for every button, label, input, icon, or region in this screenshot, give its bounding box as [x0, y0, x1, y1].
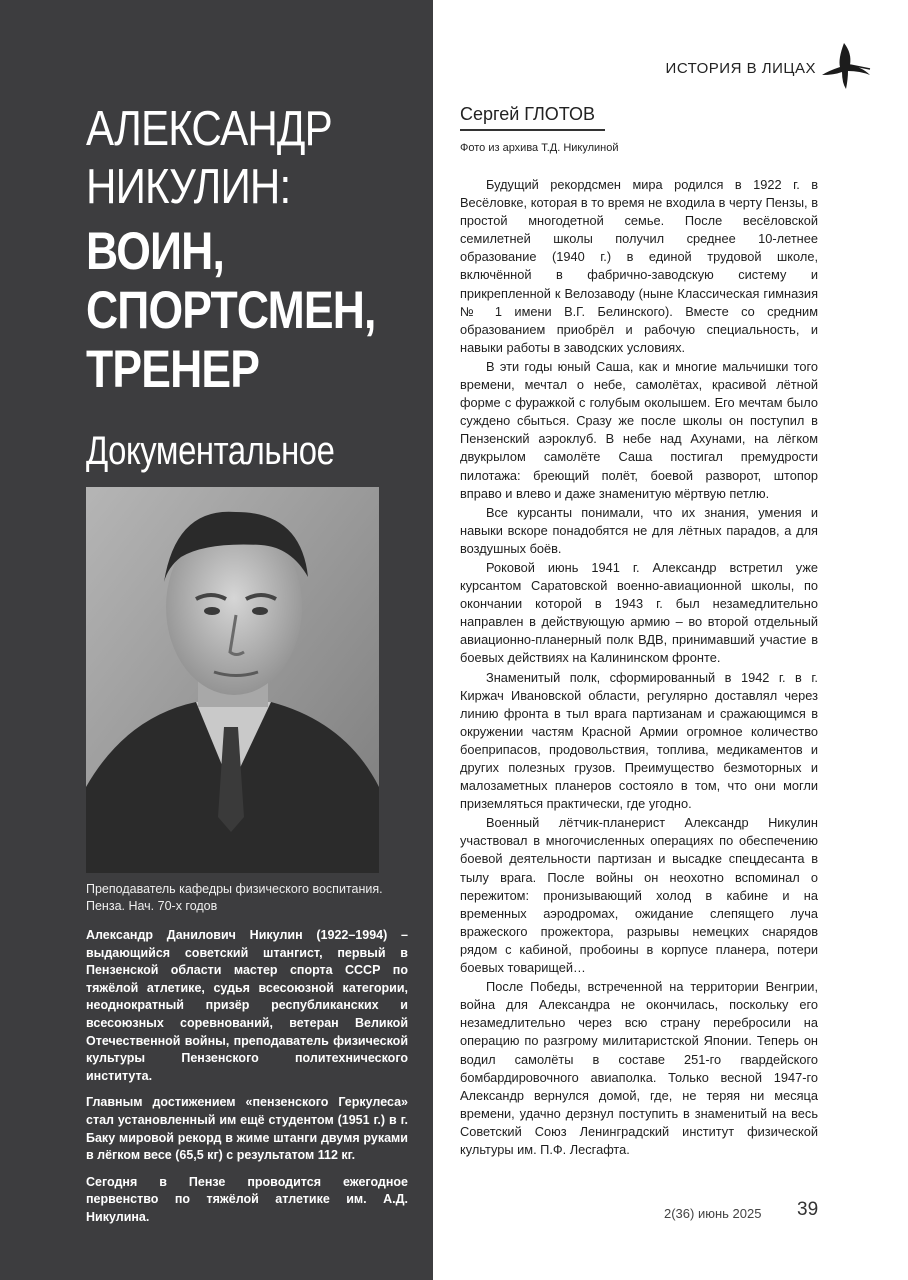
- title-bold-line-3: ТРЕНЕР: [86, 340, 260, 399]
- page-number: 39: [797, 1199, 819, 1220]
- portrait-photo: [86, 487, 379, 873]
- subtitle: Документальное: [86, 429, 335, 473]
- title-bold-line-1: ВОИН,: [86, 222, 224, 281]
- swallow-icon: [820, 41, 872, 96]
- body-paragraph: Роковой июнь 1941 г. Александр встретил уже курсантом Саратовской военно-авиационной школы, по окончании которой в 1943 г. был незамедлительно направлен в действующую армию – во второй отдельный авиационно-планерный полк ВДВ, принимавший участие в боевых действиях на Калининском фронте.: [460, 559, 818, 666]
- body-paragraph: Все курсанты понимали, что их знания, умения и навыки вскоре понадобятся не для лётных парадов, а для воздушных боёв.: [460, 504, 818, 556]
- caption-line-2: Пенза. Нач. 70-х годов: [86, 899, 218, 913]
- body-paragraph: В эти годы юный Саша, как и многие мальчишки того времени, мечтал о небе, самолётах, красивой лётной форме с фуражкой с голубым околышем. Его мечтам было суждено сбыться. Сразу же после школы он поступил в Пензенский аэроклуб. В небе над Ахунами, на лёгком двукрылом самолёте Саша постигал премудрости пилотажа: бреющий полёт, боевой разворот, штопор вправо и влево и даже знаменитую мёртвую петлю.: [460, 358, 818, 501]
- intro-paragraph: Главным достижением «пензенского Геркулеса» стал установленный им ещё студентом (1951 г.) в г. Баку мировой рекорд в жиме штанги двумя руками в лёгком весе (65,5 кг) с результатом 112 кг.: [86, 1095, 408, 1163]
- issue-label: 2(36) июнь 2025: [664, 1206, 762, 1221]
- title-line-2: НИКУЛИН:: [86, 160, 291, 214]
- title-bold: [86, 222, 405, 399]
- body-paragraph: После Победы, встреченной на территории Венгрии, война для Александра не окончилась, поскольку его незамедлительно через всю страну перебросили на операцию по разгрому милитаристской Японии. Теперь он водил самолёты в составе 251-го гвардейского бомбардировочного авиаполка. Только весной 1947-го Александр вернулся домой, где, не теряя ни месяца времени, удачно дерзнул поступить в знаменитый на весь Советский Союз Ленинградский институт физической культуры им. П.Ф. Лесгафта.: [460, 979, 818, 1157]
- photo-caption: [86, 881, 416, 915]
- author-name: Сергей ГЛОТОВ: [460, 104, 605, 131]
- left-panel: [0, 0, 433, 1280]
- intro-text: [86, 927, 408, 1236]
- caption-line-1: Преподаватель кафедры физического воспитания.: [86, 882, 383, 896]
- title-bold-line-2: СПОРТСМЕН,: [86, 281, 376, 340]
- section-header: [666, 40, 872, 96]
- body-paragraph: Знаменитый полк, сформированный в 1942 г. в г. Киржач Ивановской области, регулярно доставлял через линию фронта в тыл врага партизанам и сражающимся в окружении частям Красной Армии огромное количество боеприпасов, продовольствия, топлива, медикаментов и других полезных грузов. Преимущество безмоторных и малозаметных планеров состояло в том, что они могли приземляться практически, где угодно.: [460, 669, 818, 812]
- title-name: [86, 100, 378, 216]
- title-line-1: АЛЕКСАНДР: [86, 102, 332, 156]
- body-paragraph: Военный лётчик-планерист Александр Никулин участвовал в многочисленных операциях по обеспечению боевой деятельности партизан и высадке спецдесанта в тылу врага. После войны он неохотно вспоминал о пережитом: пронизывающий холод в кабине и на временных аэродромах, ожидание слепящего луча вражеского прожектора, разрывы немецких снарядов рядом с кабиной, пробоины в корпусе планера, потери боевых товарищей…: [460, 815, 818, 976]
- section-label: ИСТОРИЯ В ЛИЦАХ: [665, 59, 816, 77]
- intro-paragraph: Александр Данилович Никулин (1922–1994) – выдающийся советский штангист, первый в Пензенской области мастер спорта СССР по тяжёлой атлетике, судья всесоюзной категории, неоднократный призёр республиканских и всесоюзных соревнований, ветеран Великой Отечественной войны, преподаватель физической культуры Пензенского политехнического института.: [86, 928, 408, 1083]
- article-body: [460, 176, 818, 1160]
- body-paragraph: Будущий рекордсмен мира родился в 1922 г. в Весёловке, которая в то время не входила в черту Пензы, в простой многодетной семье. После весёловской семилетней школы получил среднее 10-летнее образование (1940 г.) в единой трудовой школе, включённой в фабрично-заводскую систему и прикрепленной к Велозаводу (ныне Классическая гимназия № 1 имени В.Г. Белинского). Вместе со средним образованием приобрёл и рабочую специальность, и навыки работы в заводских условиях.: [460, 177, 818, 355]
- intro-paragraph: Сегодня в Пензе проводится ежегодное первенство по тяжёлой атлетике им. А.Д. Никулина.: [86, 1174, 408, 1224]
- photo-credit: Фото из архива Т.Д. Никулиной: [460, 142, 619, 154]
